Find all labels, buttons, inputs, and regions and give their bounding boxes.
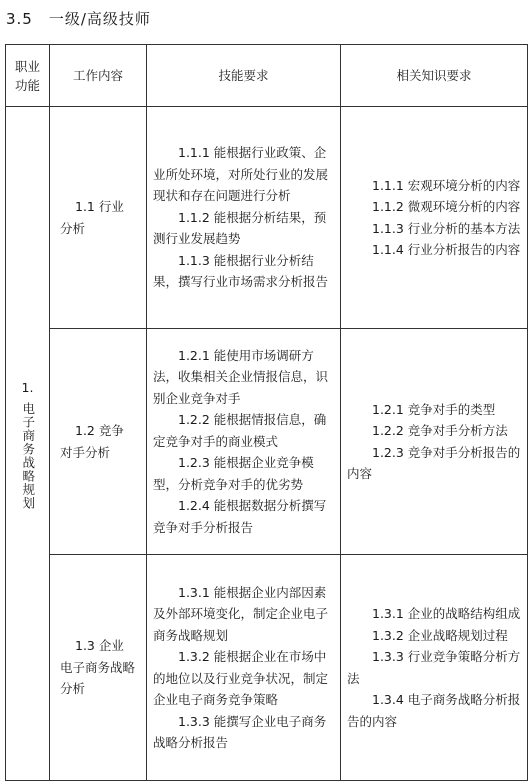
- skill-item: 1.2.3 能根据企业竞争模型，分析竞争对手的优劣势: [153, 455, 314, 492]
- skill-item: 1.1.1 能根据行业政策、企业所处环境，对所处行业的发展现状和存在问题进行分析: [153, 145, 329, 204]
- skill-item: 1.3.1 能根据企业内部因素及外部环境变化，制定企业电子商务战略规划: [153, 584, 329, 643]
- knowledge-item: 1.1.4 行业分析报告的内容: [372, 242, 521, 257]
- knowledge-item: 1.2.3 竞争对手分析报告的内容: [347, 444, 521, 481]
- skill-item: 1.3.2 能根据企业在市场中的地位以及行业竞争状况，制定企业电子商务竞争策略: [153, 649, 329, 707]
- knowledge-item: 1.1.1 宏观环境分析的内容: [372, 177, 521, 193]
- table-row: [6, 107, 528, 329]
- work-cell: 1.3 企业电子商务战略分析: [50, 555, 147, 781]
- work-cell: 1.1 行业分析: [50, 107, 147, 329]
- header-work: 工作内容: [50, 45, 147, 107]
- knowledge-item: 1.1.2 微观环境分析的内容: [372, 199, 521, 214]
- function-number: 1.: [21, 379, 34, 395]
- skill-item: 1.2.1 能使用市场调研方法，收集相关企业情报信息，识别企业竞争对手: [153, 347, 329, 406]
- knowledge-item: 1.2.1 竞争对手的类型: [372, 401, 496, 417]
- header-knowledge: 相关知识要求: [341, 45, 528, 107]
- skill-item: 1.2.4 能根据数据分析撰写竞争对手分析报告: [153, 498, 327, 535]
- knowledge-item: 1.2.2 竞争对手分析方法: [372, 423, 508, 438]
- knowledge-item: 1.3.2 企业战略规划过程: [372, 627, 508, 643]
- skills-cell: [147, 329, 341, 555]
- function-cell: [6, 107, 50, 781]
- knowledge-item: 1.3.4 电子商务战略分析报告的内容: [347, 692, 521, 729]
- work-cell: 1.2 竞争对手分析: [50, 329, 147, 555]
- knowledge-item: 1.1.3 行业分析的基本方法: [372, 220, 521, 236]
- knowledge-cell: [341, 555, 528, 781]
- header-skills: 技能要求: [147, 45, 341, 107]
- knowledge-cell: [341, 329, 528, 555]
- knowledge-item: 1.3.3 行业竞争策略分析方法: [347, 649, 521, 686]
- knowledge-cell: [341, 107, 528, 329]
- table-header-row: [6, 45, 528, 107]
- skills-table: [5, 44, 528, 781]
- knowledge-item: 1.3.1 企业的战略结构组成: [372, 606, 521, 621]
- skill-item: 1.3.3 能撰写企业电子商务战略分析报告: [153, 713, 327, 750]
- skill-item: 1.1.3 能根据行业分析结果，撰写行业市场需求分析报告: [153, 252, 329, 290]
- skill-item: 1.2.2 能根据情报信息，确定竞争对手的商业模式: [153, 412, 327, 449]
- header-function: 职业功能: [6, 45, 50, 107]
- function-name: 电子商务战略规划: [20, 402, 36, 511]
- skills-cell: [147, 107, 341, 329]
- table-row: [6, 329, 528, 555]
- table-row: [6, 555, 528, 781]
- skills-cell: [147, 555, 341, 781]
- skill-item: 1.1.2 能根据分析结果，预测行业发展趋势: [153, 209, 327, 247]
- section-title: 3.5 一级/高级技师: [6, 10, 151, 28]
